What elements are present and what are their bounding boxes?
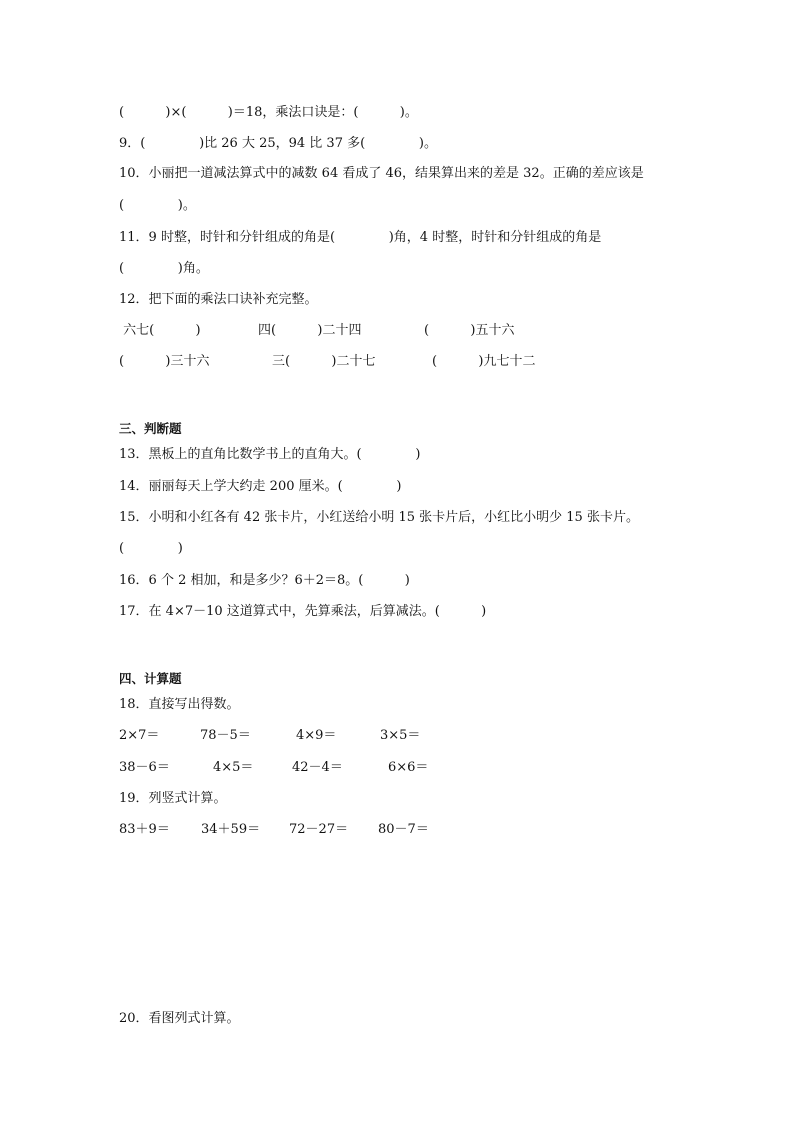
blank-item: 四( )二十四: [258, 323, 362, 338]
expression: 38－6＝: [119, 760, 170, 775]
blank-item: 三( )二十七: [272, 354, 376, 369]
question-10-line1: 10．小丽把一道减法算式中的减数 64 看成了 46，结果算出来的差是 32。正确的差应该是: [119, 166, 644, 181]
section-heading-calculation: 四、计算题: [119, 671, 182, 686]
expression: 3×5＝: [380, 728, 421, 743]
question-11-line2: ( )角。: [119, 261, 209, 276]
expression: 72－27＝: [289, 822, 349, 837]
expression: 34＋59＝: [201, 822, 261, 837]
expression: 42－4＝: [292, 760, 343, 775]
expression: 78－5＝: [200, 728, 251, 743]
question-17: 17．在 4×7－10 这道算式中，先算乘法，后算减法。( ): [119, 604, 487, 619]
question-16: 16．6 个 2 相加，和是多少？6＋2＝8。( ): [119, 573, 410, 588]
question-20: 20．看图列式计算。: [119, 1011, 240, 1026]
expression: 4×9＝: [296, 728, 337, 743]
question-15-line2: ( ): [119, 541, 183, 556]
blank-item: ( )九七十二: [432, 354, 536, 369]
question-11-line1: 11．9 时整，时针和分针组成的角是( )角，4 时整，时针和分针组成的角是: [119, 230, 602, 245]
question-9: 9．( )比 26 大 25，94 比 37 多( )。: [119, 136, 437, 151]
blank-item: ( )五十六: [424, 323, 515, 338]
question-12-row-2: [119, 354, 536, 370]
expression: 6×6＝: [388, 760, 429, 775]
question-18: 18．直接写出得数。: [119, 697, 240, 712]
question-18-row-2: [119, 760, 429, 776]
section-heading-judgement: 三、判断题: [119, 421, 182, 436]
question-19-row: [119, 822, 429, 838]
question-19: 19．列竖式计算。: [119, 791, 227, 806]
expression: 2×7＝: [119, 728, 160, 743]
blank-item: ( )三十六: [119, 354, 210, 369]
expression: 4×5＝: [213, 760, 254, 775]
question-13: 13．黑板上的直角比数学书上的直角大。( ): [119, 447, 421, 462]
question-14: 14．丽丽每天上学大约走 200 厘米。( ): [119, 479, 402, 494]
question-12: 12．把下面的乘法口诀补充完整。: [119, 292, 318, 307]
question-12-row-1: [119, 323, 515, 339]
question-18-row-1: [119, 728, 421, 744]
question-15-line1: 15．小明和小红各有 42 张卡片，小红送给小明 15 张卡片后，小红比小明少 15 张卡片。: [119, 510, 639, 525]
question-8-continued: ( )×( )＝18，乘法口诀是：( )。: [119, 105, 418, 120]
blank-item: 六七( ): [119, 323, 201, 338]
expression: 83＋9＝: [119, 822, 170, 837]
expression: 80－7＝: [378, 822, 429, 837]
question-10-line2: ( )。: [119, 198, 196, 213]
